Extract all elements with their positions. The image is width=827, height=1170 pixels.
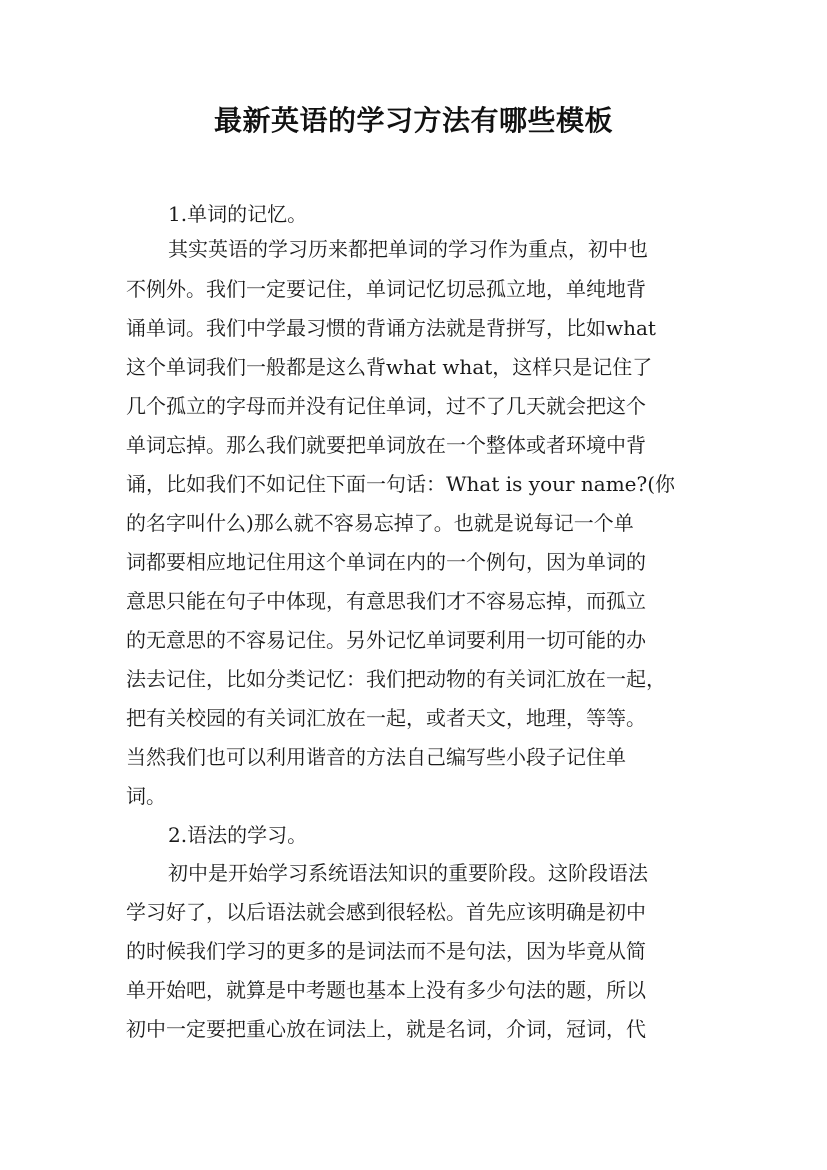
text-line: 初中是开始学习系统语法知识的重要阶段。这阶段语法 <box>168 861 648 885</box>
section-heading-grammar: 2.语法的学习。 <box>168 823 308 847</box>
text-line: 诵单词。我们中学最习惯的背诵方法就是背拼写，比如what <box>126 316 656 340</box>
text-line: 意思只能在句子中体现，有意思我们才不容易忘掉，而孤立 <box>126 589 646 613</box>
text-line: 词都要相应地记住用这个单词在内的一个例句，因为单词的 <box>126 550 646 574</box>
section-heading-words: 1.单词的记忆。 <box>168 202 308 226</box>
text-line: 的名字叫什么)那么就不容易忘掉了。也就是说每记一个单 <box>126 511 634 535</box>
page-title: 最新英语的学习方法有哪些模板 <box>213 104 613 137</box>
text-line: 单开始吧，就算是中考题也基本上没有多少句法的题，所以 <box>126 978 646 1002</box>
text-line: 不例外。我们一定要记住，单词记忆切忌孤立地，单纯地背 <box>126 277 646 301</box>
text-line: 几个孤立的字母而并没有记住单词，过不了几天就会把这个 <box>126 394 646 418</box>
text-line: 诵，比如我们不如记住下面一句话：What is your name?(你 <box>126 472 676 496</box>
text-line: 其实英语的学习历来都把单词的学习作为重点，初中也 <box>168 237 648 261</box>
text-line: 的无意思的不容易记住。另外记忆单词要利用一切可能的办 <box>126 628 646 652</box>
text-line: 学习好了，以后语法就会感到很轻松。首先应该明确是初中 <box>126 900 646 924</box>
text-line: 当然我们也可以利用谐音的方法自己编写些小段子记住单 <box>126 745 626 769</box>
text-line: 这个单词我们一般都是这么背what what，这样只是记住了 <box>126 355 653 379</box>
text-line: 单词忘掉。那么我们就要把单词放在一个整体或者环境中背 <box>126 433 646 457</box>
text-line: 把有关校园的有关词汇放在一起，或者天文，地理，等等。 <box>126 706 646 730</box>
text-line: 初中一定要把重心放在词法上，就是名词，介词，冠词，代 <box>126 1017 646 1041</box>
text-line: 法去记住，比如分类记忆：我们把动物的有关词汇放在一起， <box>126 667 666 691</box>
text-line: 的时候我们学习的更多的是词法而不是句法，因为毕竟从简 <box>126 939 646 963</box>
text-line: 词。 <box>126 784 166 808</box>
